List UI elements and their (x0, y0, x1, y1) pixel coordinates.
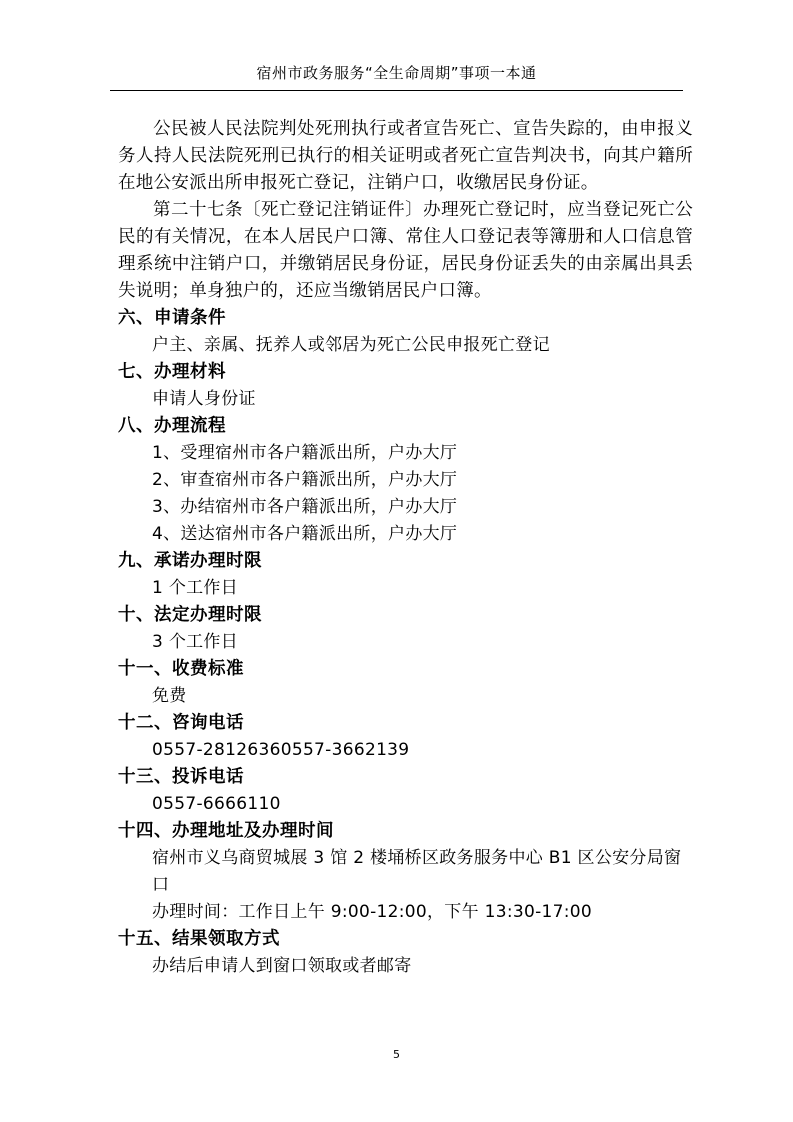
section-title: 八、办理流程 (118, 416, 226, 436)
phone-number: 0557-6666110 (152, 794, 281, 814)
section-line: 申请人身份证 (152, 389, 256, 409)
header-divider (110, 90, 683, 91)
section-title: 九、承诺办理时限 (118, 551, 262, 571)
section-title: 六、申请条件 (118, 308, 226, 328)
paragraph: 第二十七条〔死亡登记注销证件〕办理死亡登记时，应当登记死亡公民的有关情况，在本人居民户口簿、常住人口登记表等簿册和人口信息管理系统中注销户口，并缴销居民身份证，居民身份证丢失的由亲属出具丢失说明；单身独户的，还应当缴销居民户口簿。 (118, 200, 693, 301)
office-address: 宿州市义乌商贸城展 3 馆 2 楼埇桥区政务服务中心 B1 区公安分局窗口 (152, 848, 682, 895)
section-line: 免费 (152, 686, 187, 706)
section-consult-phone (118, 710, 693, 764)
section-title: 十、法定办理时限 (118, 605, 262, 625)
section-legal-time (118, 602, 693, 656)
phone-number: 0557-28126360557-3662139 (152, 740, 410, 760)
process-step: 2、审查宿州市各户籍派出所，户办大厅 (152, 470, 458, 490)
process-step: 4、送达宿州市各户籍派出所，户办大厅 (152, 524, 458, 544)
section-address-hours (118, 818, 693, 926)
section-line: 办结后申请人到窗口领取或者邮寄 (152, 956, 412, 976)
section-title: 十一、收费标准 (118, 659, 244, 679)
section-line: 1 个工作日 (152, 578, 239, 598)
section-title: 十四、办理地址及办理时间 (118, 821, 334, 841)
process-step: 1、受理宿州市各户籍派出所，户办大厅 (152, 443, 458, 463)
section-promised-time (118, 548, 693, 602)
section-line: 户主、亲属、抚养人或邻居为死亡公民申报死亡登记 (152, 335, 550, 355)
section-result-pickup (118, 926, 693, 980)
section-process (118, 413, 693, 548)
section-fees (118, 656, 693, 710)
page-number: 5 (393, 1048, 400, 1061)
paragraph: 公民被人民法院判处死刑执行或者宣告死亡、宣告失踪的，由申报义务人持人民法院死刑已执行的相关证明或者死亡宣告判决书，向其户籍所在地公安派出所申报死亡登记，注销户口，收缴居民身份证。 (118, 119, 693, 193)
document-body (118, 116, 693, 980)
section-title: 十五、结果领取方式 (118, 929, 280, 949)
section-line: 3 个工作日 (152, 632, 239, 652)
section-title: 十二、咨询电话 (118, 713, 244, 733)
document-header: 宿州市政务服务“全生命周期”事项一本通 (256, 64, 537, 82)
section-complaint-phone (118, 764, 693, 818)
section-application-conditions (118, 305, 693, 359)
section-title: 七、办理材料 (118, 362, 226, 382)
section-title: 十三、投诉电话 (118, 767, 244, 787)
office-hours: 办理时间：工作日上午 9:00-12:00，下午 13:30-17:00 (152, 902, 593, 922)
section-materials (118, 359, 693, 413)
process-step: 3、办结宿州市各户籍派出所，户办大厅 (152, 497, 458, 517)
